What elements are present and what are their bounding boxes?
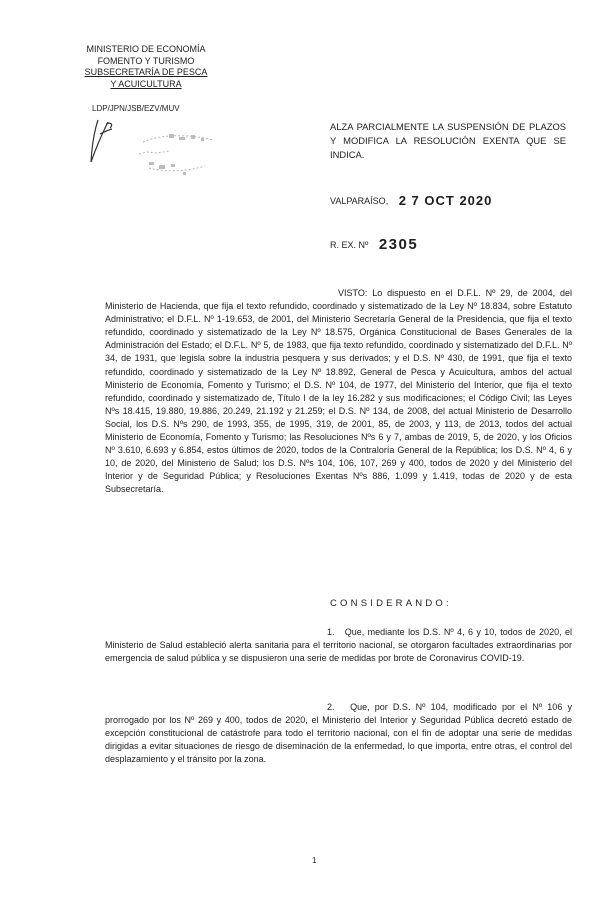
resolution-label: R. EX. Nº (330, 240, 369, 250)
header-subsecretaria: SUBSECRETARÍA DE PESCA (84, 67, 208, 77)
handwritten-signature (88, 116, 128, 166)
header-subsecretaria-2: Y ACUICULTURA (110, 78, 182, 89)
considerando-text: Que, mediante los D.S. Nº 4, 6 y 10, todos de 2020, el Ministerio de Salud estableció alerta sanitaria para el territorio nacional, se otorgaron facultades extraordinarias por emergencia de salud pública y se dispusieron una serie de medidas por brote de Coronavirus COVID-19. (105, 627, 572, 664)
considerando-item-2 (105, 701, 572, 766)
header-ministry: MINISTERIO DE ECONOMÍA (86, 44, 206, 54)
page-number: 1 (312, 856, 317, 865)
faded-office-stamp (135, 128, 225, 188)
place-and-date (330, 193, 492, 208)
stamped-date: 2 7 OCT 2020 (398, 193, 493, 208)
resolution-subject: ALZA PARCIALMENTE LA SUSPENSIÓN DE PLAZOS Y MODIFICA LA RESOLUCIÓN EXENTA QUE SE INDICA. (330, 121, 566, 160)
considerando-number: 2. (327, 702, 335, 712)
considerando-heading: CONSIDERANDO: (330, 598, 452, 609)
visto-text: Lo dispuesto en el D.F.L. Nº 29, de 2004, del Ministerio de Hacienda, que fija el texto refundido, coordinado y sistematizado de la Ley Nº 18.834, sobre Estatuto Administrativo; el D.F.L. Nº 1-19.653, de 2001, del Ministerio Secretaría General de la Presidencia, que fija el texto refundido, coordinado y sistematizado de la Ley Nº 18.575, Orgánica Constitucional de Bases Generales de la Administración del Estado; el D.F.L. Nº 5, de 1983, que fija texto refundido, coordinado y sistematizado del D.F.L. Nº 34, de 1931, que legisla sobre la industria pesquera y sus derivados; y el D.S. Nº 430, de 1991, que fija el texto refundido, coordinado y sistematizado de la Ley Nº 18.892, General de Pesca y Acuicultura, ambos del actual Ministerio de Economía, Fomento y Turismo; el D.S. Nº 104, de 1977, del Ministerio del Interior, que fija el texto refundido, coordinado y sistematizado de, Título I de la ley 16.282 y sus modificaciones; el Código Civil; las Leyes Nºs 18.415, 19.880, 19.886, 20.249, 21.192 y 21.259; el D.S. Nº 134, de 2008, del actual Ministerio de Desarrollo Social, los D.S. Nºs 290, de 1993, 355, de 1995, 319, de 2001, 85, de 2003, y 113, de 2013, todos del actual Ministerio de Economía, Fomento y Turismo; las Resoluciones Nºs 6 y 7, ambas de 2019, 5, de 2020, y los Oficios Nº 3.610, 6.693 y 6.854, estos últimos de 2020, todos de la Contraloría General de la República; los D.S. Nº 4, 6 y 10, de 2020, del Ministerio de Salud; los D.S. Nºs 104, 106, 107, 269 y 400, todos de 2020 y del Ministerio del Interior y de Seguridad Pública; y Resoluciones Exentas Nºs 886, 1.099 y 1.419, todas de 2020 y de esta Subsecretaría. (105, 288, 572, 495)
visto-paragraph (105, 287, 572, 497)
considerando-text: Que, por D.S. Nº 104, modificado por el Nº 106 y prorrogado por los Nº 269 y 400, todos de 2020, el Ministerio del Interior y Seguridad Pública decretó estado de excepción constitucional de catástrofe para todo el territorio nacional, con el fin de adoptar una serie de medidas dirigidas a evitar situaciones de riesgo de diseminación de la enfermedad, lo que importa, entre otras, el control del desplazamiento y el tránsito por la zona. (105, 702, 572, 765)
place: VALPARAÍSO, (330, 196, 389, 206)
ministry-header (82, 44, 210, 90)
resolution-number-line (330, 236, 418, 253)
header-ministry-2: FOMENTO Y TURISMO (97, 55, 195, 66)
resolution-number: 2305 (378, 236, 419, 253)
considerando-item-1 (105, 626, 572, 665)
considerando-number: 1. (327, 627, 335, 637)
visto-label: VISTO: (338, 288, 368, 298)
author-initials: LDP/JPN/JSB/EZV/MUV (92, 104, 180, 113)
